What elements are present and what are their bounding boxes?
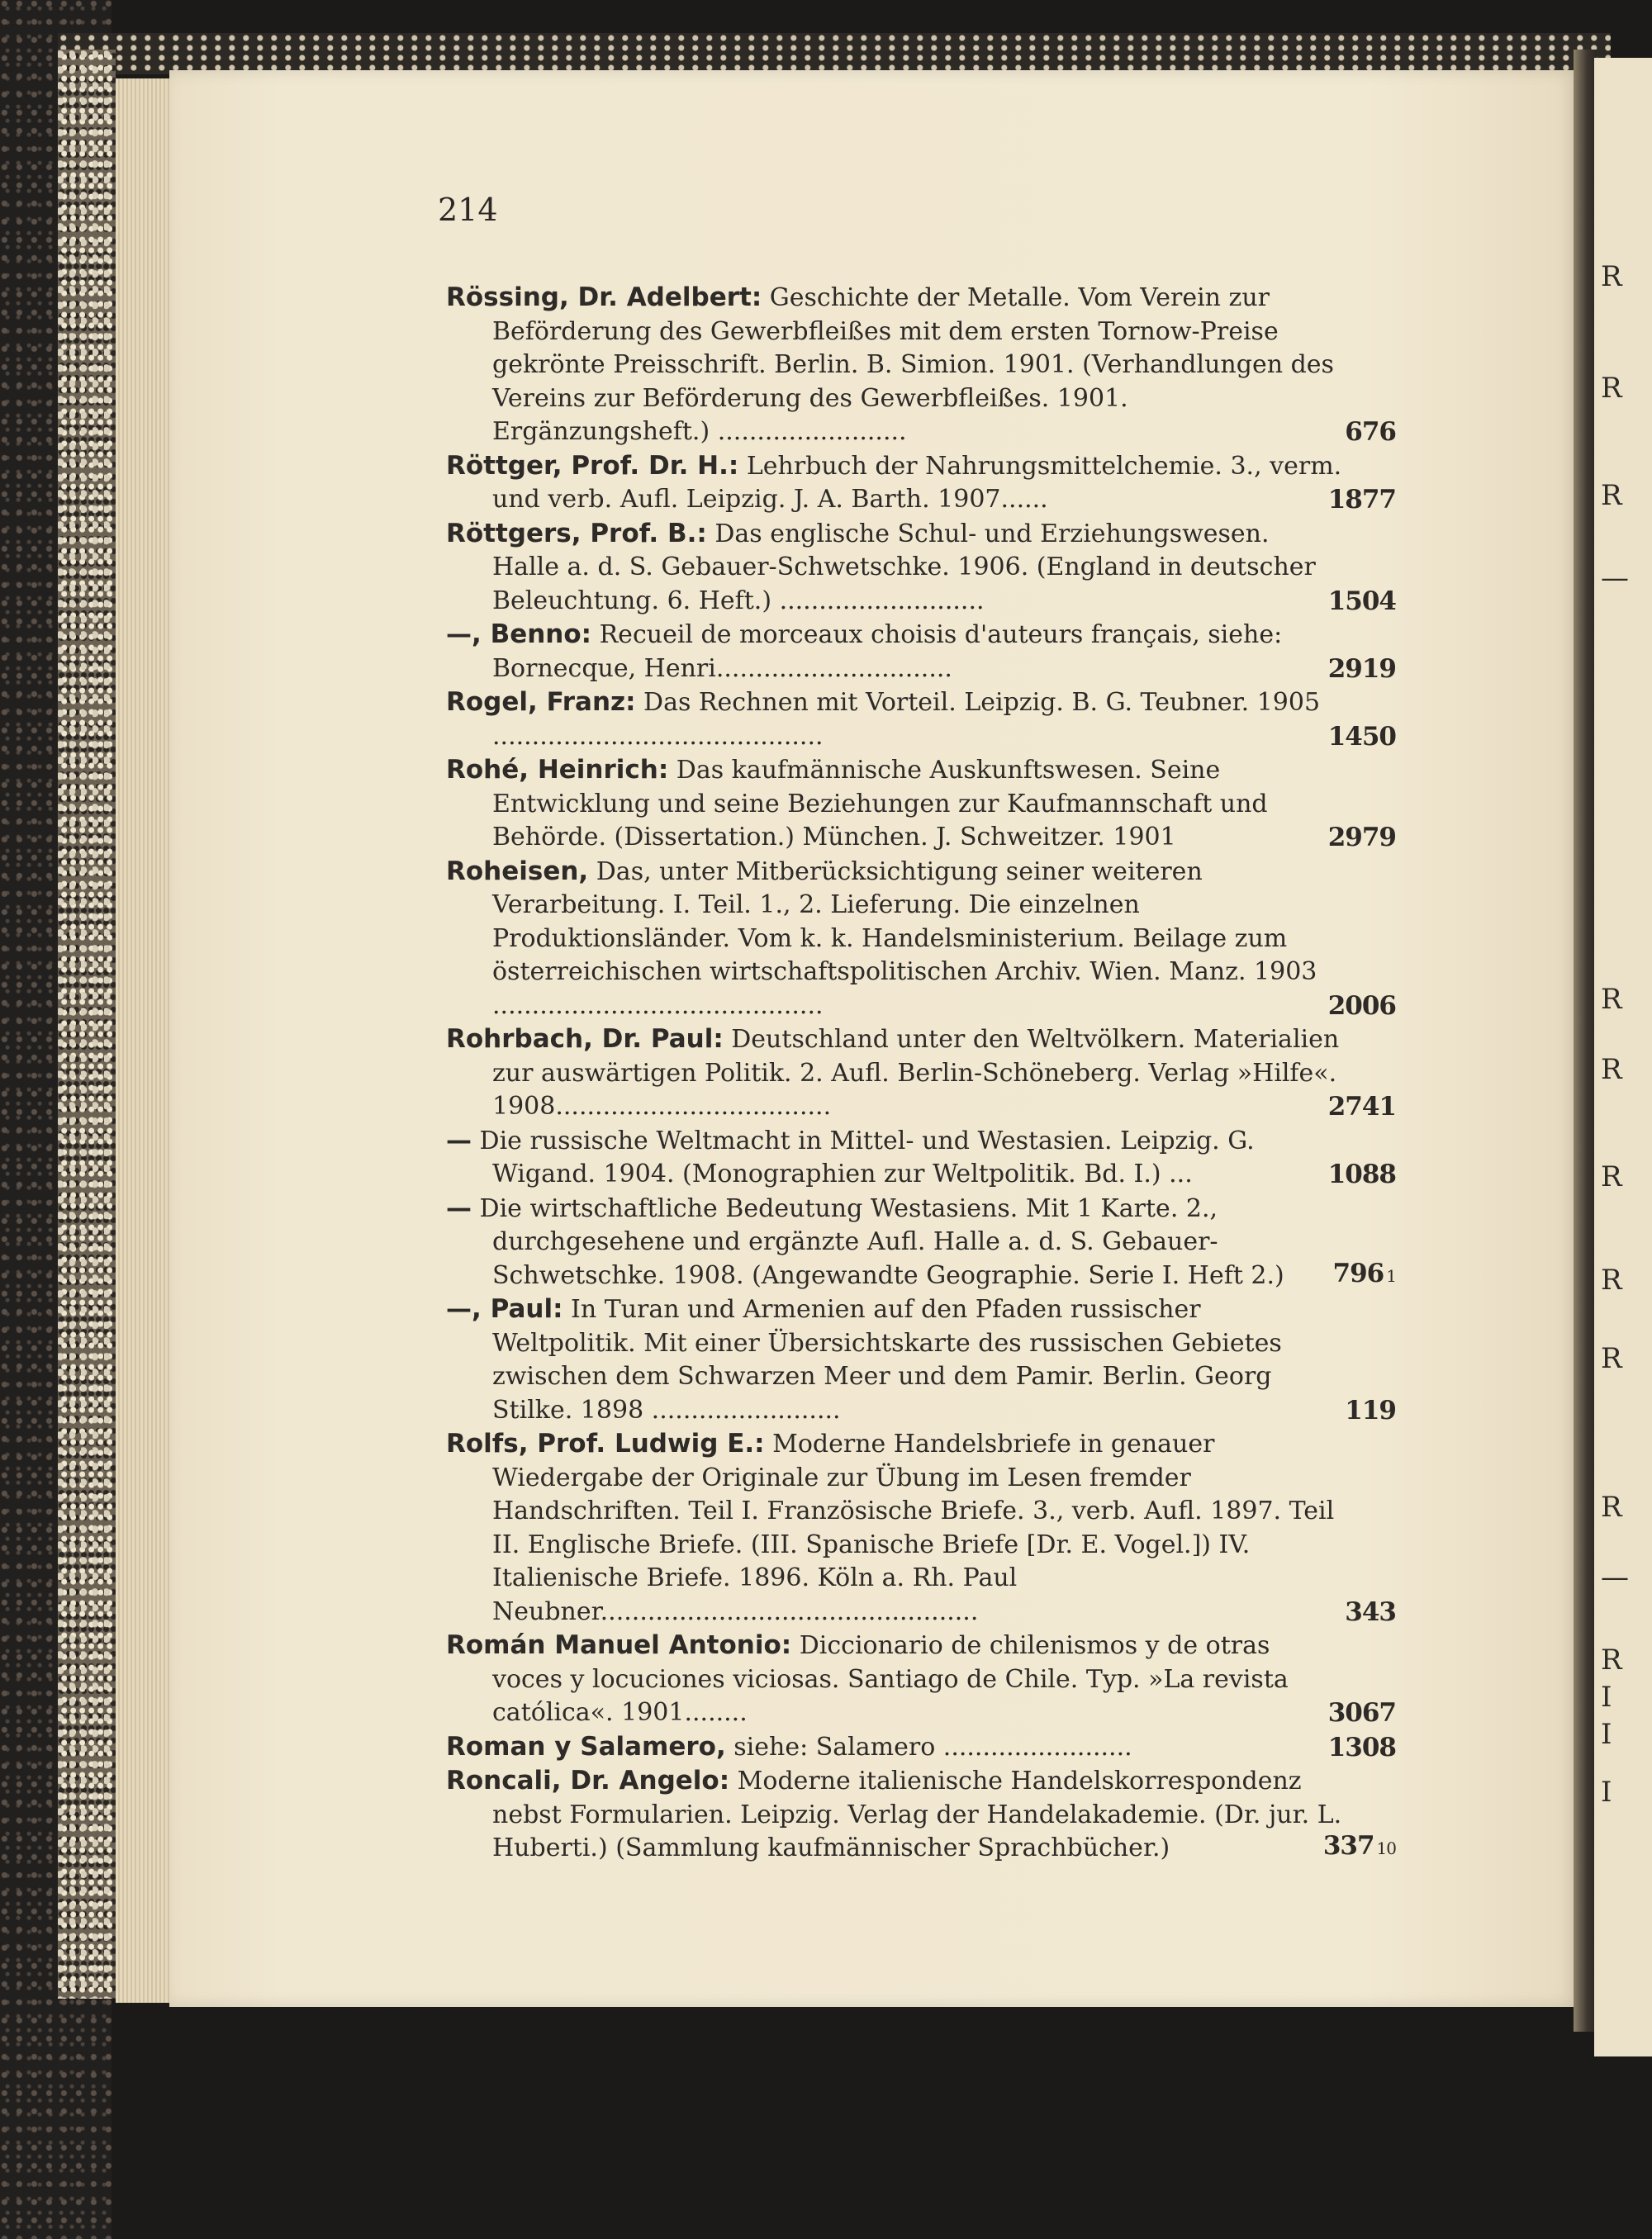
next-page-letter: R [1601, 372, 1622, 405]
entry-number [1305, 1731, 1396, 1765]
entry-heading: Rohrbach, Dr. Paul: [446, 1024, 724, 1054]
next-page-letter: — [1601, 562, 1629, 595]
book-cover-top [58, 33, 1611, 74]
next-page-letter: R [1601, 1491, 1622, 1524]
entry-number-value: 2741 [1327, 1092, 1396, 1122]
entry-number [1305, 585, 1396, 619]
index-entry [446, 1293, 1396, 1427]
index-entry [446, 517, 1396, 619]
entry-number-value: 119 [1345, 1395, 1396, 1425]
entry-number-value: 2979 [1327, 823, 1396, 852]
entry-text: siehe: Salamero ........................ [725, 1732, 1132, 1762]
index-entry [446, 855, 1396, 1023]
entry-text: Das Rechnen mit Vorteil. Leipzig. B. G. Teubner. 1905 .......................................... [492, 688, 1321, 751]
next-page-letter: I [1601, 1681, 1612, 1714]
index-entry [446, 281, 1396, 449]
entry-number [1305, 1090, 1396, 1124]
entry-number-value: 796 [1332, 1258, 1384, 1288]
next-page-letter: R [1601, 1264, 1622, 1297]
entry-text: Deutschland unter den Weltvölkern. Materialien zur auswärtigen Politik. 2. Aufl. Berlin-Schöneberg. Verlag »Hilfe«. 1908................................... [492, 1025, 1340, 1121]
entry-number-suffix: 10 [1376, 1838, 1396, 1858]
entry-number [1305, 1829, 1396, 1866]
next-page-letter: R [1601, 1053, 1622, 1086]
entry-text: Die russische Weltmacht in Mittel- und Westasien. Leipzig. G. Wigand. 1904. (Monographien zur Weltpolitik. Bd. I.) ... [472, 1126, 1255, 1188]
page-stack [116, 78, 173, 2003]
entry-text: Lehrbuch der Nahrungsmittelchemie. 3., verm. und verb. Aufl. Leipzig. J. A. Barth. 1907...... [492, 451, 1342, 514]
entry-heading: Rohé, Heinrich: [446, 755, 669, 785]
marbled-edge [58, 50, 116, 1999]
entry-number-value: 1450 [1327, 721, 1396, 752]
entry-heading: Roheisen, [446, 856, 589, 886]
entry-number-suffix: 1 [1386, 1265, 1396, 1286]
index-entry [446, 1764, 1396, 1866]
entry-text: Das englische Schul- und Erziehungswesen. Halle a. d. S. Gebauer-Schwetschke. 1906. (England in deutscher Beleuchtung. 6. Heft.) .......................... [492, 519, 1316, 615]
entry-number-value: 2006 [1327, 990, 1396, 1021]
entry-heading: Roman y Salamero, [446, 1731, 726, 1762]
entry-heading: Röttger, Prof. Dr. H.: [446, 450, 739, 481]
next-page-letter: R [1601, 479, 1622, 512]
entry-heading: Rolfs, Prof. Ludwig E.: [446, 1429, 765, 1459]
entry-text: Diccionario de chilenismos y de otras voces y locuciones viciosas. Santiago de Chile. Typ. »La revista católica«. 1901........ [492, 1631, 1289, 1727]
entry-number-value: 1308 [1327, 1732, 1396, 1762]
entry-number [1305, 1394, 1396, 1428]
entry-heading: Rössing, Dr. Adelbert: [446, 282, 762, 312]
entry-text: Das kaufmännische Auskunftswesen. Seine Entwicklung und seine Beziehungen zur Kaufmannschaft und Behörde. (Dissertation.) München. J. Schweitzer. 1901 [492, 756, 1268, 851]
next-page-letter: R [1601, 983, 1622, 1016]
entry-text: In Turan und Armenien auf den Pfaden russischer Weltpolitik. Mit einer Übersichtskarte des russischen Gebietes zwischen dem Schwarzen Meer und dem Pamir. Berlin. Georg Stilke. 1898 ........................ [492, 1295, 1282, 1425]
entry-number [1305, 1696, 1396, 1730]
entry-number [1305, 720, 1396, 754]
index-entry [446, 449, 1396, 517]
entry-number [1305, 1158, 1396, 1192]
entry-heading: — [446, 1125, 472, 1155]
entry-heading: —, Paul: [446, 1294, 563, 1324]
entry-number-value: 1877 [1327, 485, 1396, 515]
entry-heading: Román Manuel Antonio: [446, 1630, 792, 1660]
page-number: 214 [438, 192, 498, 228]
entry-heading: —, Benno: [446, 619, 592, 649]
entry-heading: — [446, 1193, 472, 1223]
entry-number-value: 337 [1322, 1831, 1374, 1861]
next-page-letter: R [1601, 1644, 1622, 1677]
entry-number [1305, 483, 1396, 517]
entry-number [1305, 821, 1396, 855]
index-entry [446, 685, 1396, 753]
next-page-letter: R [1601, 1342, 1622, 1375]
index-entries [446, 281, 1396, 1866]
entry-heading: Röttgers, Prof. B.: [446, 518, 707, 548]
entry-heading: Roncali, Dr. Angelo: [446, 1766, 730, 1795]
next-page-letter: I [1601, 1776, 1612, 1809]
next-page-letter: R [1601, 1160, 1622, 1193]
next-page-letter: I [1601, 1718, 1612, 1751]
entry-number [1305, 415, 1396, 449]
next-page-letter: — [1601, 1561, 1629, 1594]
index-entry [446, 1124, 1396, 1192]
entry-text: Die wirtschaftliche Bedeutung Westasiens. Mit 1 Karte. 2., durchgesehene und ergänzte Aufl. Halle a. d. S. Gebauer-Schwetschke. 1908. (Angewandte Geographie. Serie I. Heft 2.) [472, 1193, 1284, 1290]
entry-heading: Rogel, Franz: [446, 687, 636, 717]
entry-number-value: 1504 [1327, 586, 1396, 616]
entry-number-value: 676 [1345, 417, 1396, 447]
entry-text: Das, unter Mitberücksichtigung seiner weiteren Verarbeitung. I. Teil. 1., 2. Lieferung. Die einzelnen Produktionsländer. Vom k. k. Handelsministerium. Beilage zum österreichischen wirtschaftspolitischen Archiv. Wien. Manz. 1903 .......................................... [492, 856, 1317, 1020]
entry-number-value: 1088 [1327, 1160, 1396, 1189]
entry-number-value: 343 [1345, 1596, 1396, 1627]
entry-text: Moderne italienische Handelskorrespondenz nebst Formularien. Leipzig. Verlag der Handelakademie. (Dr. jur. L. Huberti.) (Sammlung kaufmännischer Sprachbücher.) [492, 1767, 1342, 1862]
index-entry [446, 753, 1396, 855]
entry-text: Moderne Handelsbriefe in genauer Wiedergabe der Originale zur Übung im Lesen fremder Handschriften. Teil I. Französische Briefe. 3., verb. Aufl. 1897. Teil II. Englische Briefe. (III. Spanische Briefe [Dr. E. Vogel.]) IV. Italienische Briefe. 1896. Köln a. Rh. Paul Neubner................................................ [492, 1430, 1335, 1626]
index-entry [446, 1022, 1396, 1124]
book-gutter [1574, 50, 1597, 2032]
index-entry [446, 618, 1396, 685]
index-entry [446, 1629, 1396, 1730]
entry-text: Geschichte der Metalle. Vom Verein zur Beförderung des Gewerbfleißes mit dem ersten Tornow-Preise gekrönte Preisschrift. Berlin. B. Simion. 1901. (Verhandlungen des Vereins zur Beförderung des Gewerbfleißes. 1901. Ergänzungsheft.) ........................ [492, 283, 1334, 446]
entry-number [1305, 1257, 1396, 1293]
entry-number-value: 2919 [1327, 653, 1396, 684]
index-entry [446, 1192, 1396, 1293]
entry-number [1305, 989, 1396, 1023]
entry-number-value: 3067 [1327, 1698, 1396, 1728]
index-entry [446, 1730, 1396, 1765]
entry-text: Recueil de morceaux choisis d'auteurs français, siehe: Bornecque, Henri.............................. [492, 620, 1283, 683]
entry-number [1305, 1596, 1396, 1629]
entry-number [1305, 652, 1396, 686]
index-entry [446, 1427, 1396, 1629]
next-page-letter: R [1601, 260, 1622, 293]
next-page-edge [1594, 58, 1652, 2056]
